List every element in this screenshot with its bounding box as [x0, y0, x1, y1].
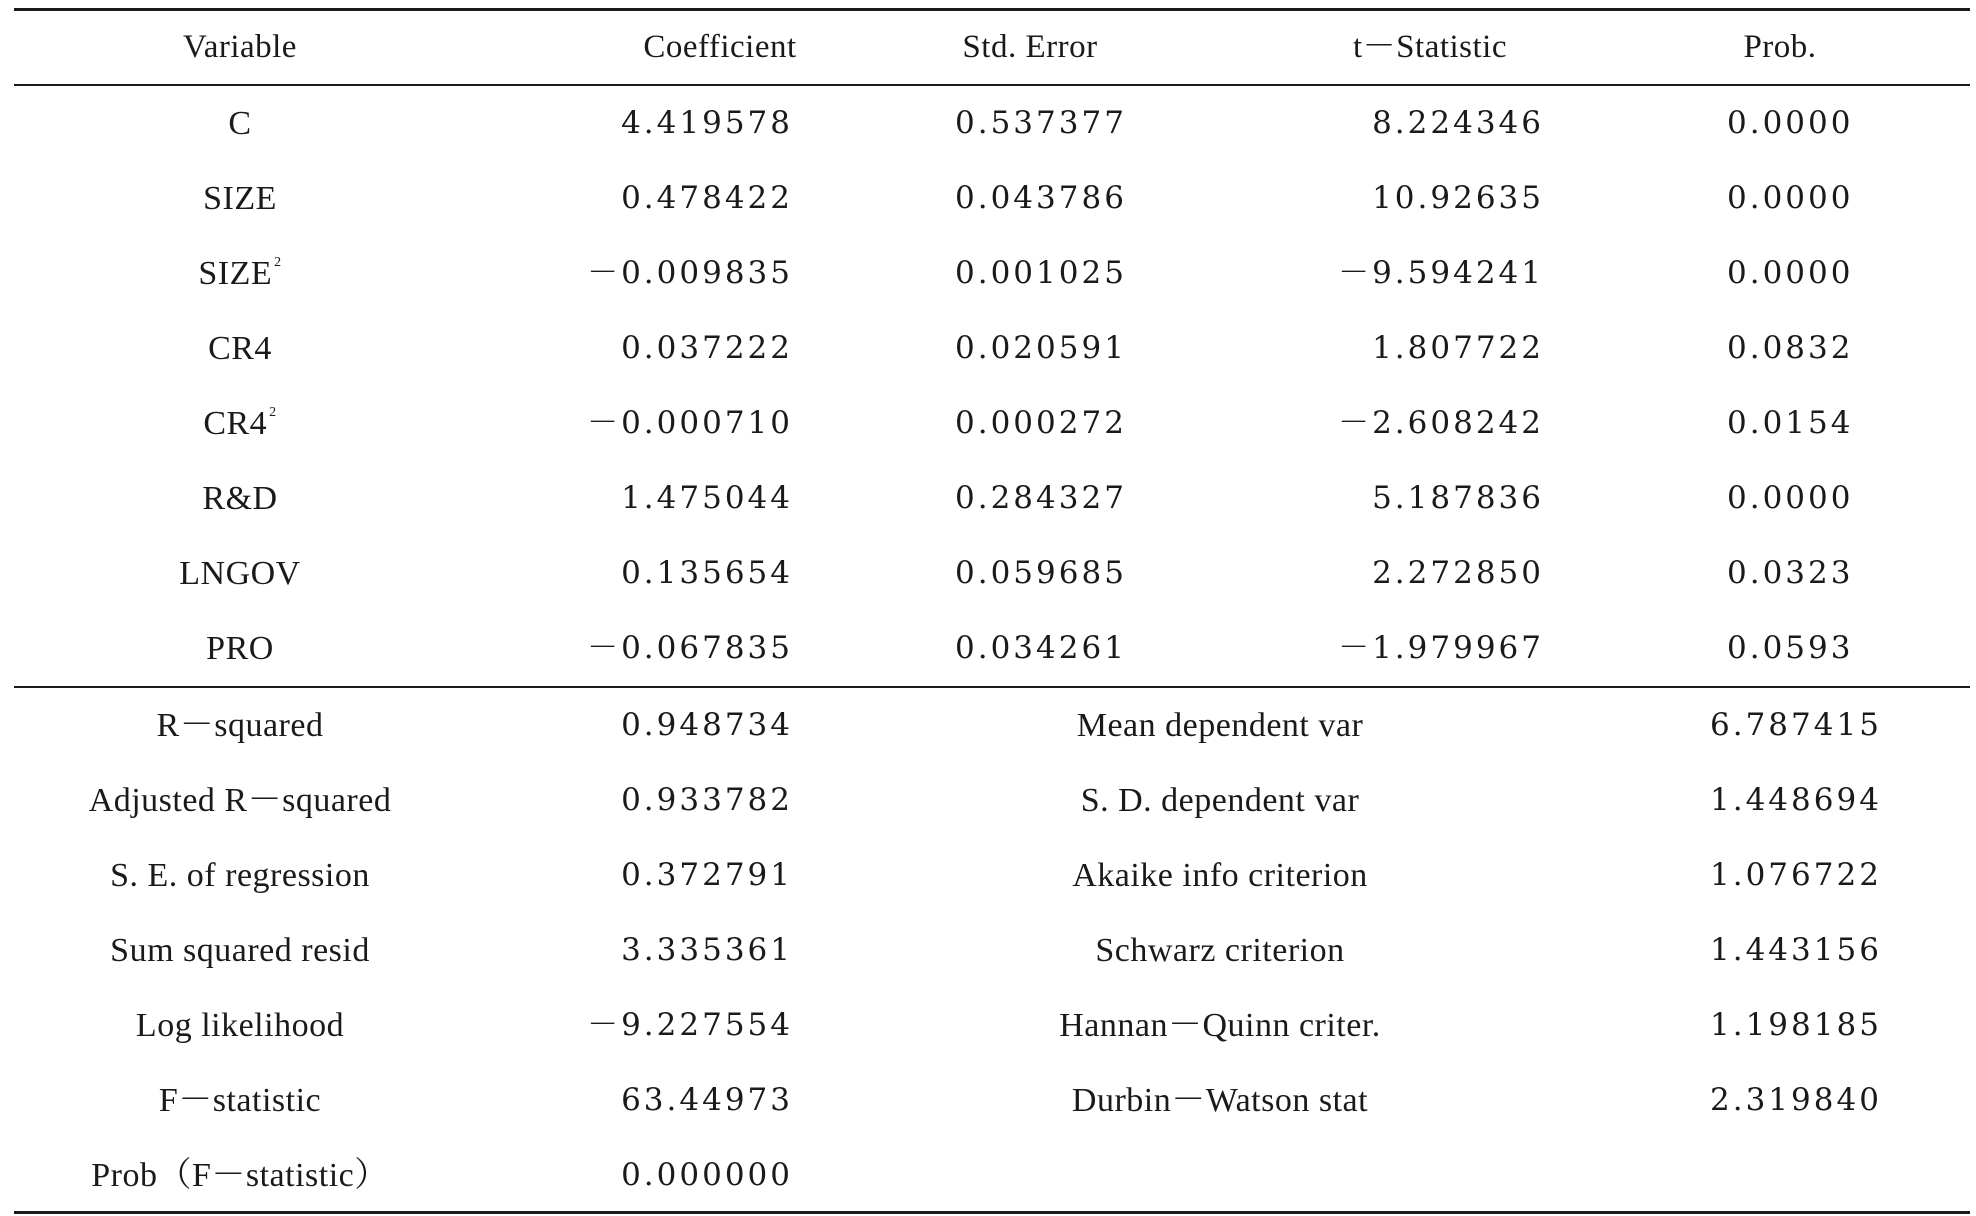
stat-label: F－statistic: [158, 1082, 322, 1119]
t-statistic-cell: 10.92635: [1372, 180, 1544, 216]
stat-value: 0.372791: [621, 857, 793, 893]
variable-name: CR4: [203, 405, 268, 442]
variable-cell: [40, 611, 440, 686]
variable-cell: [40, 236, 440, 311]
stats-row: [0, 913, 1976, 988]
stat-label: Prob（F－statistic）: [91, 1157, 389, 1194]
prob-cell: 0.0000: [1727, 105, 1854, 141]
variable-cell: [40, 461, 440, 536]
coefficient-cell: 0.037222: [621, 330, 793, 366]
header-t-statistic: t－Statistic: [1353, 29, 1507, 65]
stat-value-right: 1.448694: [1710, 782, 1882, 818]
variable-name: R&D: [202, 480, 278, 517]
prob-cell: 0.0154: [1727, 405, 1854, 441]
coefficient-cell: 4.419578: [621, 105, 793, 141]
variable-cell: [40, 86, 440, 161]
stat-label: S. E. of regression: [110, 857, 370, 894]
variable-cell: [40, 311, 440, 386]
bottom-rule: [14, 1211, 1970, 1214]
coefficient-cell: －0.000710: [587, 405, 793, 441]
t-statistic-cell: 8.224346: [1372, 105, 1544, 141]
stat-label: Log likelihood: [135, 1007, 345, 1044]
stat-value-right: 1.076722: [1710, 857, 1882, 893]
variable-name: SIZE: [203, 180, 277, 217]
stat-label: R－squared: [156, 707, 324, 744]
stat-value: 63.44973: [621, 1082, 793, 1118]
t-statistic-cell: －9.594241: [1338, 255, 1544, 291]
stats-row: [0, 988, 1976, 1063]
coefficient-cell: 0.478422: [621, 180, 793, 216]
stat-label-right: S. D. dependent var: [1080, 782, 1360, 819]
std-error-cell: 0.034261: [955, 630, 1127, 666]
table-row: [0, 461, 1976, 536]
stats-row: [0, 763, 1976, 838]
coefficient-cell: 1.475044: [621, 480, 793, 516]
stat-value: 0.000000: [621, 1157, 793, 1193]
stat-label-right: [940, 1138, 1500, 1213]
table-row: [0, 86, 1976, 161]
t-statistic-cell: －1.979967: [1338, 630, 1544, 666]
std-error-cell: 0.537377: [955, 105, 1127, 141]
t-statistic-cell: －2.608242: [1338, 405, 1544, 441]
header-coefficient: Coefficient: [643, 29, 797, 65]
std-error-cell: 0.020591: [955, 330, 1127, 366]
variable-superscript: 2: [269, 405, 277, 420]
stat-label: Sum squared resid: [110, 932, 370, 969]
stat-value-right: 1.443156: [1710, 932, 1882, 968]
variable-name: LNGOV: [179, 555, 301, 592]
table-row: [0, 236, 1976, 311]
variable-superscript: 2: [274, 255, 282, 270]
table-row: [0, 536, 1976, 611]
stats-row: [0, 1063, 1976, 1138]
stat-value-right: 2.319840: [1710, 1082, 1882, 1118]
variable-name: SIZE: [198, 255, 273, 292]
variable-name: CR4: [208, 330, 272, 367]
stat-label-right: Hannan－Quinn criter.: [1059, 1007, 1381, 1044]
stats-row: [0, 1138, 1976, 1213]
header-variable: Variable: [183, 29, 297, 65]
header-prob: Prob.: [1743, 29, 1817, 65]
stat-label-right: Mean dependent var: [1076, 707, 1364, 744]
prob-cell: 0.0832: [1727, 330, 1854, 366]
std-error-cell: 0.059685: [955, 555, 1127, 591]
table-row: [0, 611, 1976, 686]
prob-cell: 0.0000: [1727, 255, 1854, 291]
table-row: [0, 386, 1976, 461]
stat-label-right: Durbin－Watson stat: [1071, 1082, 1369, 1119]
coefficient-cell: －0.067835: [587, 630, 793, 666]
std-error-cell: 0.043786: [955, 180, 1127, 216]
variable-cell: [40, 536, 440, 611]
std-error-cell: 0.001025: [955, 255, 1127, 291]
variable-cell: [40, 386, 440, 461]
t-statistic-cell: 2.272850: [1372, 555, 1544, 591]
stats-row: [0, 688, 1976, 763]
variable-name: C: [228, 105, 252, 142]
stat-value: 0.948734: [621, 707, 793, 743]
coefficient-cell: 0.135654: [621, 555, 793, 591]
header-std-error: Std. Error: [962, 29, 1098, 65]
stat-value: 3.335361: [621, 932, 793, 968]
table-header: [0, 10, 1976, 85]
coefficient-cell: －0.009835: [587, 255, 793, 291]
stat-label-right: Akaike info criterion: [1072, 857, 1368, 894]
variable-cell: [40, 161, 440, 236]
variable-name: PRO: [206, 630, 274, 667]
prob-cell: 0.0000: [1727, 480, 1854, 516]
stat-value: 0.933782: [621, 782, 793, 818]
t-statistic-cell: 5.187836: [1372, 480, 1544, 516]
stat-value: －9.227554: [587, 1007, 793, 1043]
t-statistic-cell: 1.807722: [1372, 330, 1544, 366]
stat-value-right: 6.787415: [1710, 707, 1882, 743]
table-row: [0, 311, 1976, 386]
stat-label: Adjusted R－squared: [88, 782, 392, 819]
stat-label-right: Schwarz criterion: [1095, 932, 1345, 969]
prob-cell: 0.0593: [1727, 630, 1854, 666]
prob-cell: 0.0000: [1727, 180, 1854, 216]
stats-row: [0, 838, 1976, 913]
std-error-cell: 0.000272: [955, 405, 1127, 441]
stat-value-right: 1.198185: [1710, 1007, 1882, 1043]
table-row: [0, 161, 1976, 236]
std-error-cell: 0.284327: [955, 480, 1127, 516]
prob-cell: 0.0323: [1727, 555, 1854, 591]
